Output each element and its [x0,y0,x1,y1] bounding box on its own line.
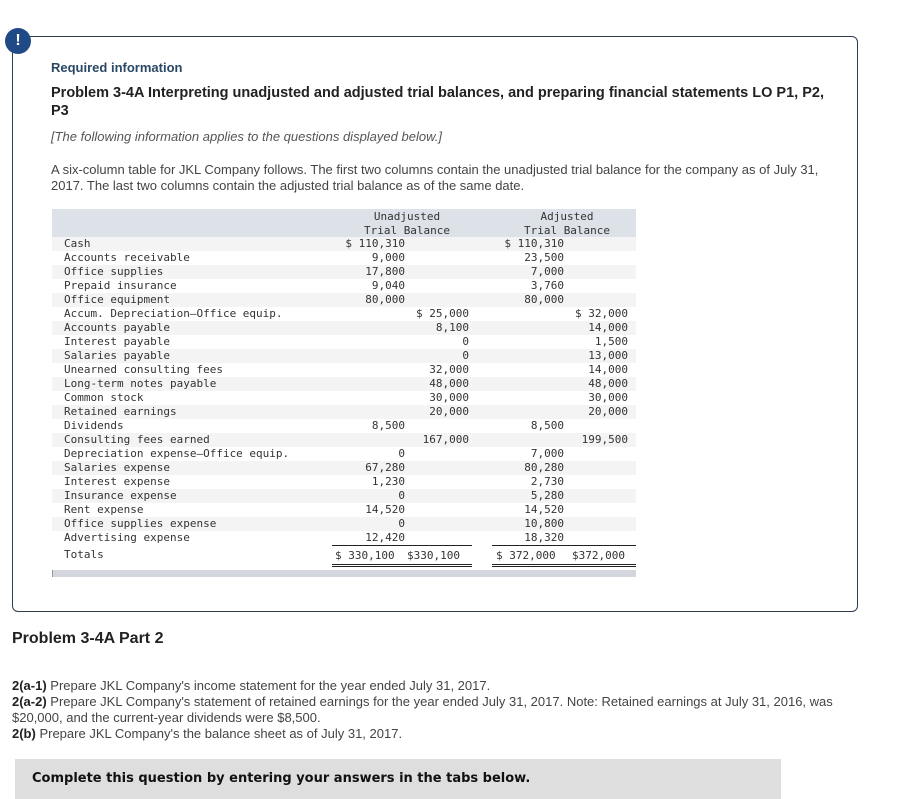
table-row [52,475,636,489]
table-header [52,209,636,237]
account-name: Salaries payable [64,349,170,362]
adjusted-credit: 14,000 [588,321,628,334]
problem-title: Problem 3-4A Interpreting unadjusted and adjusted trial balances, and preparing financial statements LO P1, P2, P3 [51,85,824,119]
table-row [52,405,636,419]
unadjusted-debit: 9,040 [371,279,405,292]
unadjusted-debit: 0 [398,447,405,460]
table-row [52,335,636,349]
required-info-heading: Required information [51,60,183,75]
unadjusted-debit: 14,520 [365,503,405,516]
account-name: Accounts receivable [64,251,190,264]
table-row [52,517,636,531]
adjusted-credit: 20,000 [588,405,628,418]
account-name: Office equipment [64,293,170,306]
table-row [52,265,636,279]
totals-label: Totals [64,548,104,561]
table-row [52,461,636,475]
account-name: Interest payable [64,335,170,348]
adjusted-debit: 80,280 [524,461,564,474]
adjusted-debit: 18,320 [524,531,564,544]
account-name: Office supplies expense [64,517,217,530]
part-title: Problem 3-4A Part 2 [12,630,164,647]
unadjusted-credit: 30,000 [429,391,469,404]
account-name: Long-term notes payable [64,377,217,390]
account-name: Consulting fees earned [64,433,210,446]
table-row [52,391,636,405]
complete-question-banner [15,759,781,799]
unadjusted-totals [332,545,472,567]
adjusted-credit: 1,500 [594,335,628,348]
table-row [52,377,636,391]
unadjusted-debit: 80,000 [365,293,405,306]
unadjusted-credit: 167,000 [422,433,469,446]
unadjusted-credit: 8,100 [435,321,469,334]
table-row [52,237,636,251]
adjusted-debit: 10,800 [524,517,564,530]
totals-row [52,545,636,567]
adjusted-debit: 5,280 [530,489,564,502]
instructions [12,678,842,742]
account-name: Rent expense [64,503,144,516]
unadjusted-debit: 1,230 [371,475,405,488]
unadjusted-debit: 67,280 [365,461,405,474]
unadjusted-header: Unadjusted Trial Balance [363,210,451,237]
table-body [52,237,636,545]
account-name: Advertising expense [64,531,190,544]
adjusted-totals [492,545,636,567]
adjusted-debit: 7,000 [530,447,564,460]
account-name: Unearned consulting fees [64,363,223,376]
unadjusted-debit: 17,800 [365,265,405,278]
table-row [52,419,636,433]
table-row [52,279,636,293]
table-row [52,321,636,335]
adjusted-credit-total: $372,000 [572,549,625,562]
account-name: Accounts payable [64,321,170,334]
adjusted-credit: $ 32,000 [575,307,628,320]
unadjusted-debit: 9,000 [371,251,405,264]
account-name: Insurance expense [64,489,177,502]
table-row [52,531,636,545]
unadjusted-debit: 0 [398,489,405,502]
unadjusted-credit: $ 25,000 [416,307,469,320]
account-name: Salaries expense [64,461,170,474]
account-name: Cash [64,237,91,250]
adjusted-debit: $ 110,310 [504,237,564,250]
adjusted-credit: 14,000 [588,363,628,376]
account-name: Depreciation expense—Office equip. [64,447,290,460]
unadjusted-credit-total: $330,100 [407,549,460,562]
adjusted-debit: 80,000 [524,293,564,306]
adjusted-debit: 2,730 [530,475,564,488]
instruction-a2: 2(a-2) Prepare JKL Company's statement of retained earnings for the year ended July 31, 2017. Note: Retained earnings at July 31, 2016, was $20,000, and the current-year dividends were $8,500. [12,694,833,725]
unadjusted-credit: 0 [462,349,469,362]
adjusted-credit: 13,000 [588,349,628,362]
adjusted-header: Adjusted Trial Balance [523,210,611,237]
unadjusted-debit-total: $ 330,100 [335,549,395,562]
instruction-a1: 2(a-1) Prepare JKL Company's income statement for the year ended July 31, 2017. [12,678,491,693]
exclamation-icon: ! [5,28,31,54]
table-row [52,293,636,307]
intro-text: A six-column table for JKL Company follows. The first two columns contain the unadjusted trial balance for the company as of July 31, 2017. The last two columns contain the adjusted trial balance as of the same date. [51,162,819,193]
table-row [52,503,636,517]
unadjusted-credit: 20,000 [429,405,469,418]
adjusted-debit: 23,500 [524,251,564,264]
table-row [52,489,636,503]
adjusted-debit: 14,520 [524,503,564,516]
instruction-b: 2(b) Prepare JKL Company's the balance sheet as of July 31, 2017. [12,726,403,741]
unadjusted-credit: 48,000 [429,377,469,390]
table-row [52,447,636,461]
unadjusted-debit: 12,420 [365,531,405,544]
unadjusted-debit: 0 [398,517,405,530]
account-name: Interest expense [64,475,170,488]
unadjusted-debit: 8,500 [371,419,405,432]
table-row [52,363,636,377]
unadjusted-debit: $ 110,310 [345,237,405,250]
adjusted-credit: 199,500 [581,433,628,446]
complete-instruction: Complete this question by entering your answers in the tabs below. [32,771,531,786]
account-name: Office supplies [64,265,164,278]
adjusted-debit: 3,760 [530,279,564,292]
account-name: Prepaid insurance [64,279,177,292]
account-name: Dividends [64,419,124,432]
adjusted-debit: 8,500 [530,419,564,432]
trial-balance-table [52,209,636,577]
adjusted-debit: 7,000 [530,265,564,278]
table-row [52,307,636,321]
account-name: Accum. Depreciation—Office equip. [64,307,283,320]
adjusted-credit: 30,000 [588,391,628,404]
unadjusted-credit: 0 [462,335,469,348]
applies-note: [The following information applies to the questions displayed below.] [51,129,442,144]
unadjusted-credit: 32,000 [429,363,469,376]
table-row [52,251,636,265]
table-row [52,349,636,363]
table-footer-bar [52,570,636,577]
account-name: Common stock [64,391,144,404]
account-name: Retained earnings [64,405,177,418]
adjusted-credit: 48,000 [588,377,628,390]
table-row [52,433,636,447]
adjusted-debit-total: $ 372,000 [496,549,556,562]
